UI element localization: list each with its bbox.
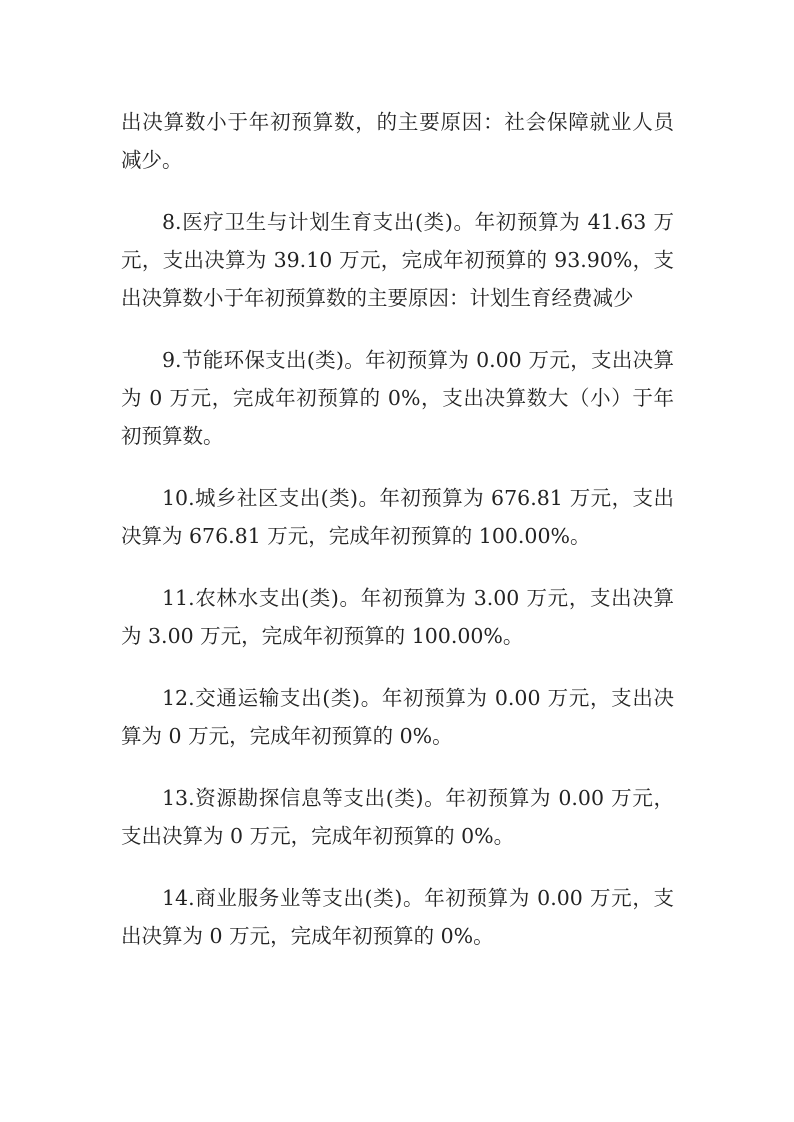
paragraph-item-12: 12.交通运输支出(类)。年初预算为 0.00 万元，支出决算为 0 万元，完成年初预算的 0%。 xyxy=(121,686,674,748)
paragraph-item-10: 10.城乡社区支出(类)。年初预算为 676.81 万元，支出决算为 676.81 万元，完成年初预算的 100.00%。 xyxy=(121,486,674,548)
paragraph-item-9: 9.节能环保支出(类)。年初预算为 0.00 万元，支出决算为 0 万元，完成年初预算的 0%，支出决算数大（小）于年初预算数。 xyxy=(121,348,674,448)
paragraph-continuation: 出决算数小于年初预算数，的主要原因：社会保障就业人员减少。 xyxy=(121,110,674,172)
document-body xyxy=(121,103,674,979)
paragraph-item-13: 13.资源勘探信息等支出(类)。年初预算为 0.00 万元，支出决算为 0 万元，完成年初预算的 0%。 xyxy=(121,786,674,848)
paragraph-item-11: 11.农林水支出(类)。年初预算为 3.00 万元，支出决算为 3.00 万元，完成年初预算的 100.00%。 xyxy=(121,586,674,648)
paragraph-item-14: 14.商业服务业等支出(类)。年初预算为 0.00 万元，支出决算为 0 万元，完成年初预算的 0%。 xyxy=(121,886,674,948)
paragraph-item-8: 8.医疗卫生与计划生育支出(类)。年初预算为 41.63 万元，支出决算为 39.10 万元，完成年初预算的 93.90%，支出决算数小于年初预算数的主要原因：计划生育经费减少 xyxy=(121,210,674,310)
